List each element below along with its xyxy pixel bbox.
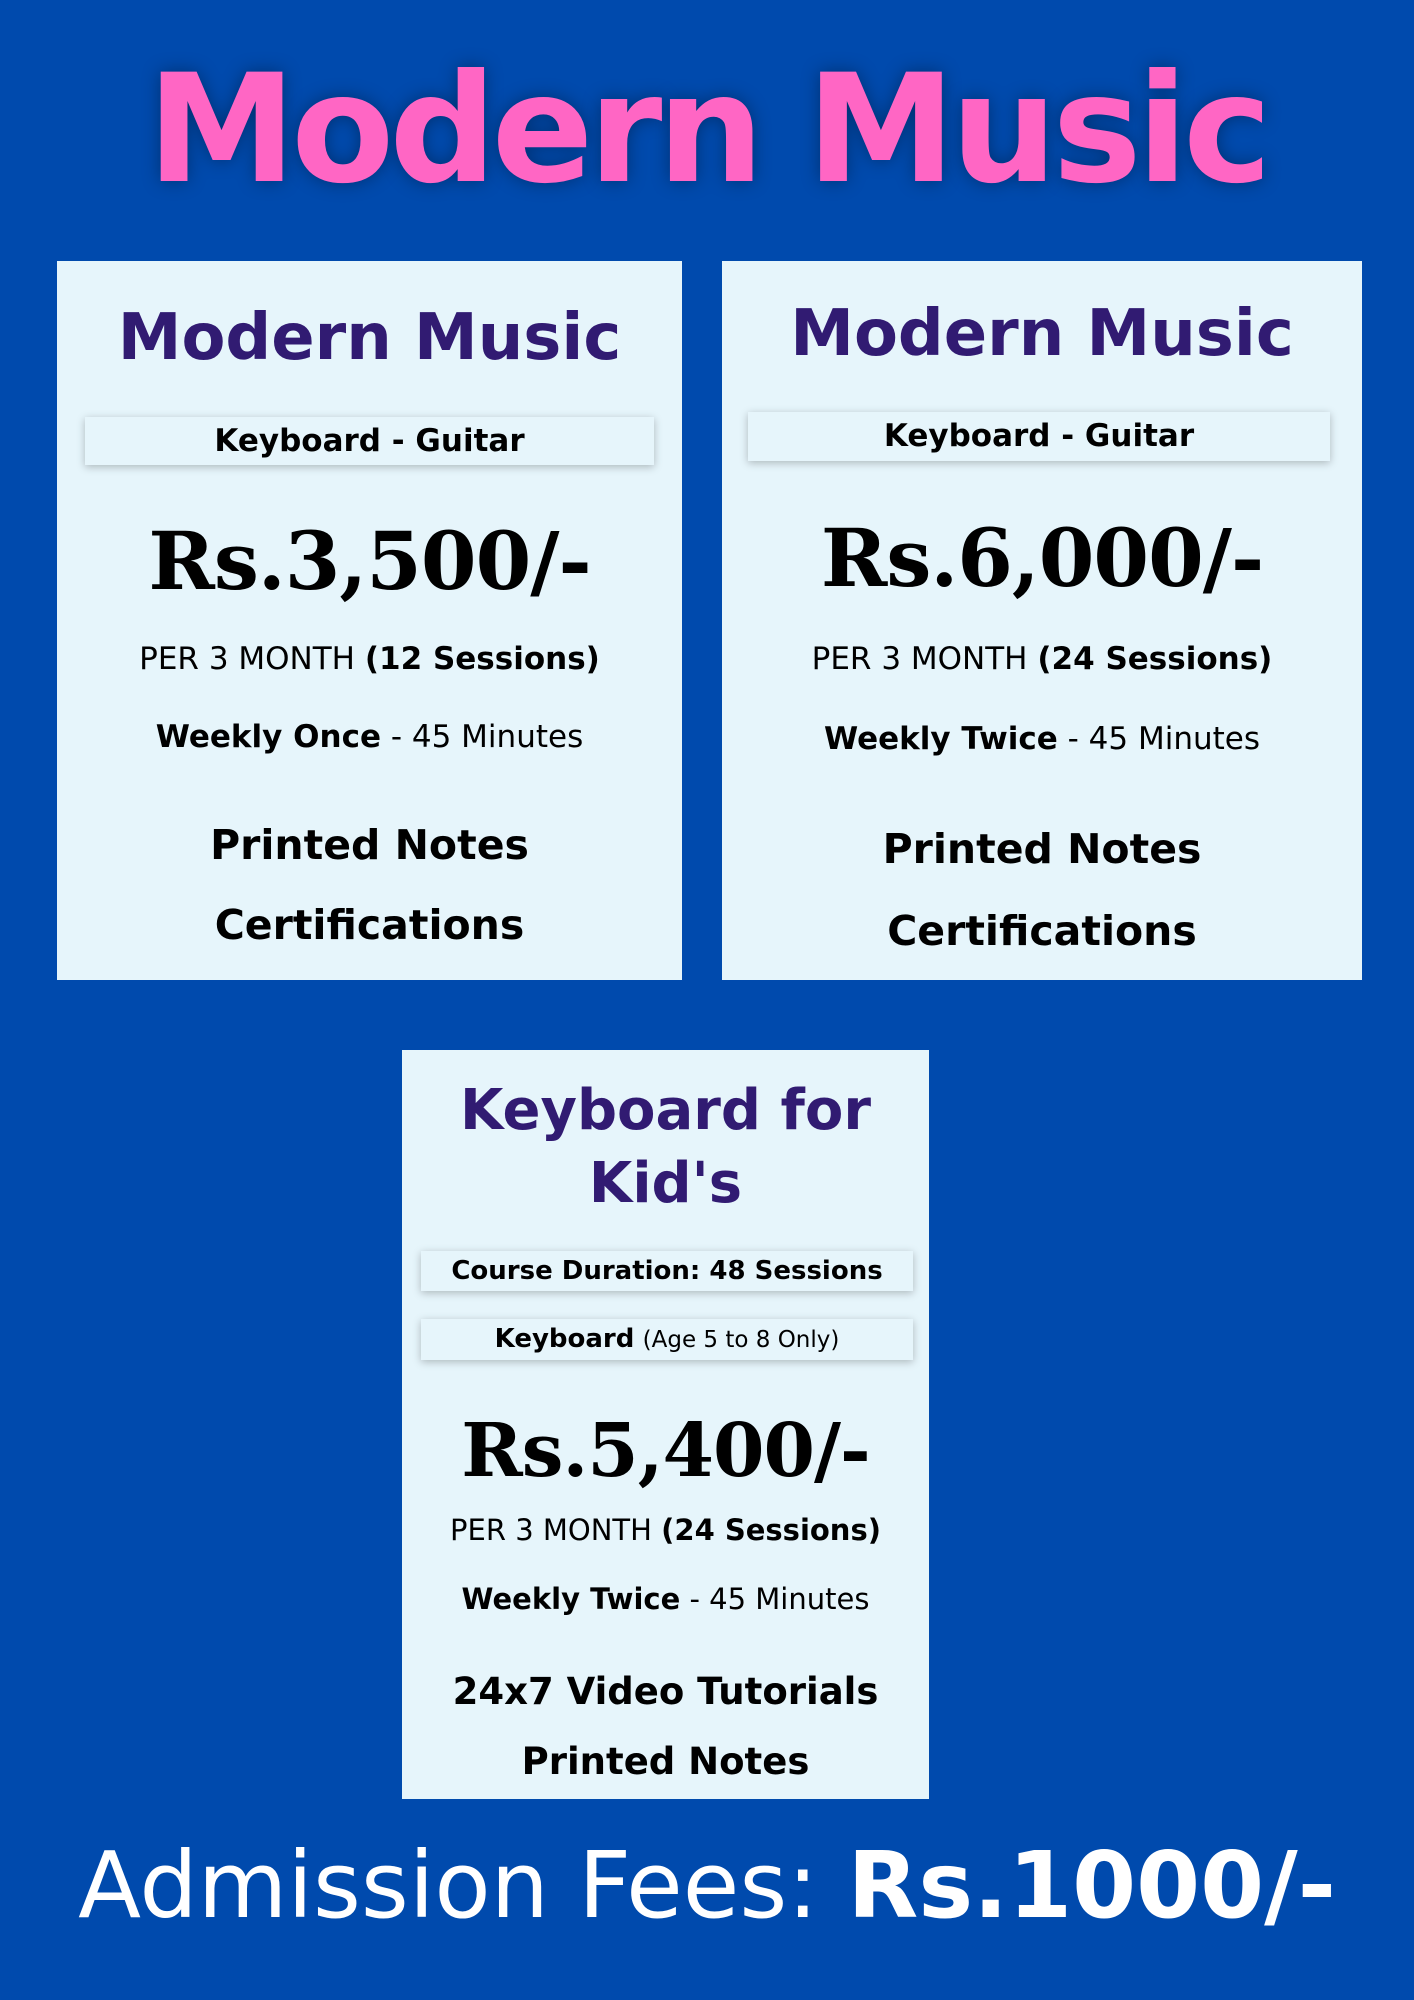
admission-amount: Rs.1000/- [847, 1832, 1336, 1939]
feature-item: Printed Notes [882, 825, 1202, 873]
frequency-text: Weekly Twice [461, 1582, 681, 1616]
frequency-text: Weekly Once [155, 719, 381, 755]
feature-item: Certifications [214, 901, 525, 949]
page-title: Modern Music [146, 43, 1268, 217]
plan-period [402, 1513, 929, 1547]
feature-item: Printed Notes [521, 1740, 810, 1783]
plan-period [57, 641, 682, 677]
period-text: PER 3 MONTH [811, 641, 1028, 677]
duration-text: - 45 Minutes [689, 1582, 870, 1616]
instruments-badge: Keyboard - Guitar [748, 412, 1330, 461]
period-text: PER 3 MONTH [139, 641, 355, 677]
plan-period [722, 641, 1362, 677]
frequency-text: Weekly Twice [823, 721, 1058, 757]
feature-item: Printed Notes [210, 821, 529, 869]
plan-card-modern-music-weekly-twice [722, 261, 1362, 980]
sessions-count: (24 Sessions) [661, 1513, 881, 1547]
age-note: (Age 5 to 8 Only) [642, 1327, 840, 1353]
sessions-count: (12 Sessions) [364, 641, 600, 677]
plan-price: Rs.5,400/- [461, 1408, 870, 1494]
course-duration-badge: Course Duration: 48 Sessions [421, 1251, 913, 1291]
plan-title: Keyboard for Kid's [460, 1078, 871, 1216]
plan-frequency [57, 719, 682, 755]
plan-price: Rs.6,000/- [820, 511, 1264, 605]
plan-price: Rs.3,500/- [148, 514, 591, 608]
duration-text: - 45 Minutes [390, 719, 584, 755]
duration-text: - 45 Minutes [1067, 721, 1261, 757]
instrument-badge [421, 1319, 913, 1360]
plan-card-keyboard-for-kids [402, 1050, 929, 1799]
instrument-text: Keyboard [494, 1324, 635, 1354]
plan-card-modern-music-weekly-once [57, 261, 682, 980]
plan-title: Modern Music [117, 301, 622, 375]
feature-item: Certifications [887, 907, 1197, 955]
admission-label: Admission Fees: [78, 1832, 819, 1939]
plan-title: Modern Music [790, 297, 1294, 371]
instruments-badge: Keyboard - Guitar [85, 417, 654, 465]
period-text: PER 3 MONTH [450, 1513, 652, 1547]
admission-fees [0, 1826, 1414, 1946]
feature-item: 24x7 Video Tutorials [452, 1670, 879, 1713]
plan-frequency [402, 1582, 929, 1616]
plan-frequency [722, 721, 1362, 757]
sessions-count: (24 Sessions) [1037, 641, 1273, 677]
